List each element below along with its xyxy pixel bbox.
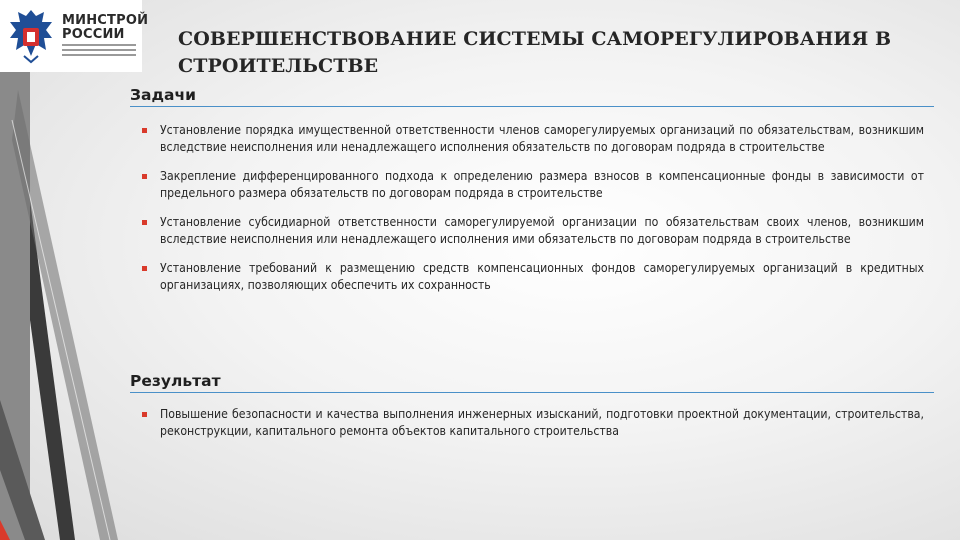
list-item bbox=[140, 122, 924, 156]
bullet-marker-icon bbox=[142, 412, 147, 417]
list-item-text: Установление субсидиарной ответственности саморегулируемой организации по обязательствам своих членов, возникшим вследствие неисполнения или ненадлежащего исполнения ими обязательств по договорам подряда в строительстве bbox=[160, 215, 924, 246]
result-heading: Результат bbox=[130, 372, 934, 393]
logo-line-2: РОССИИ bbox=[62, 27, 125, 42]
logo-subtitle-lines bbox=[62, 44, 136, 59]
decorative-stripes bbox=[0, 0, 120, 540]
list-item bbox=[140, 406, 924, 440]
ministry-logo bbox=[0, 0, 149, 72]
list-item bbox=[140, 168, 924, 202]
list-item bbox=[140, 214, 924, 248]
list-item-text: Установление порядка имущественной ответственности членов саморегулируемых организаций по обязательствам, возникшим вследствие неисполнения или ненадлежащего исполнения обязательств по договорам подряда в строительстве bbox=[160, 123, 924, 154]
bullet-marker-icon bbox=[142, 266, 147, 271]
list-item-text: Повышение безопасности и качества выполнения инженерных изысканий, подготовки проектной документации, строительства, реконструкции, капитального ремонта объектов капитального строительства bbox=[160, 407, 924, 438]
logo-wordmark bbox=[62, 14, 148, 42]
tasks-list bbox=[140, 122, 924, 306]
list-item bbox=[140, 260, 924, 294]
bullet-marker-icon bbox=[142, 128, 147, 133]
list-item-text: Установление требований к размещению средств компенсационных фондов саморегулируемых организаций в кредитных организациях, позволяющих обеспечить их сохранность bbox=[160, 261, 924, 292]
list-item-text: Закрепление дифференцированного подхода к определению размера взносов в компенсационные фонды в зависимости от предельного размера обязательств по договорам подряда в строительстве bbox=[160, 169, 924, 200]
coat-of-arms-icon bbox=[6, 6, 56, 66]
bullet-marker-icon bbox=[142, 220, 147, 225]
tasks-heading: Задачи bbox=[130, 86, 934, 107]
result-list bbox=[140, 406, 924, 452]
logo-line-1: МИНСТРОЙ bbox=[62, 13, 149, 28]
slide-title: СОВЕРШЕНСТВОВАНИЕ СИСТЕМЫ САМОРЕГУЛИРОВАНИЯ В СТРОИТЕЛЬСТВЕ bbox=[178, 28, 892, 77]
bullet-marker-icon bbox=[142, 174, 147, 179]
